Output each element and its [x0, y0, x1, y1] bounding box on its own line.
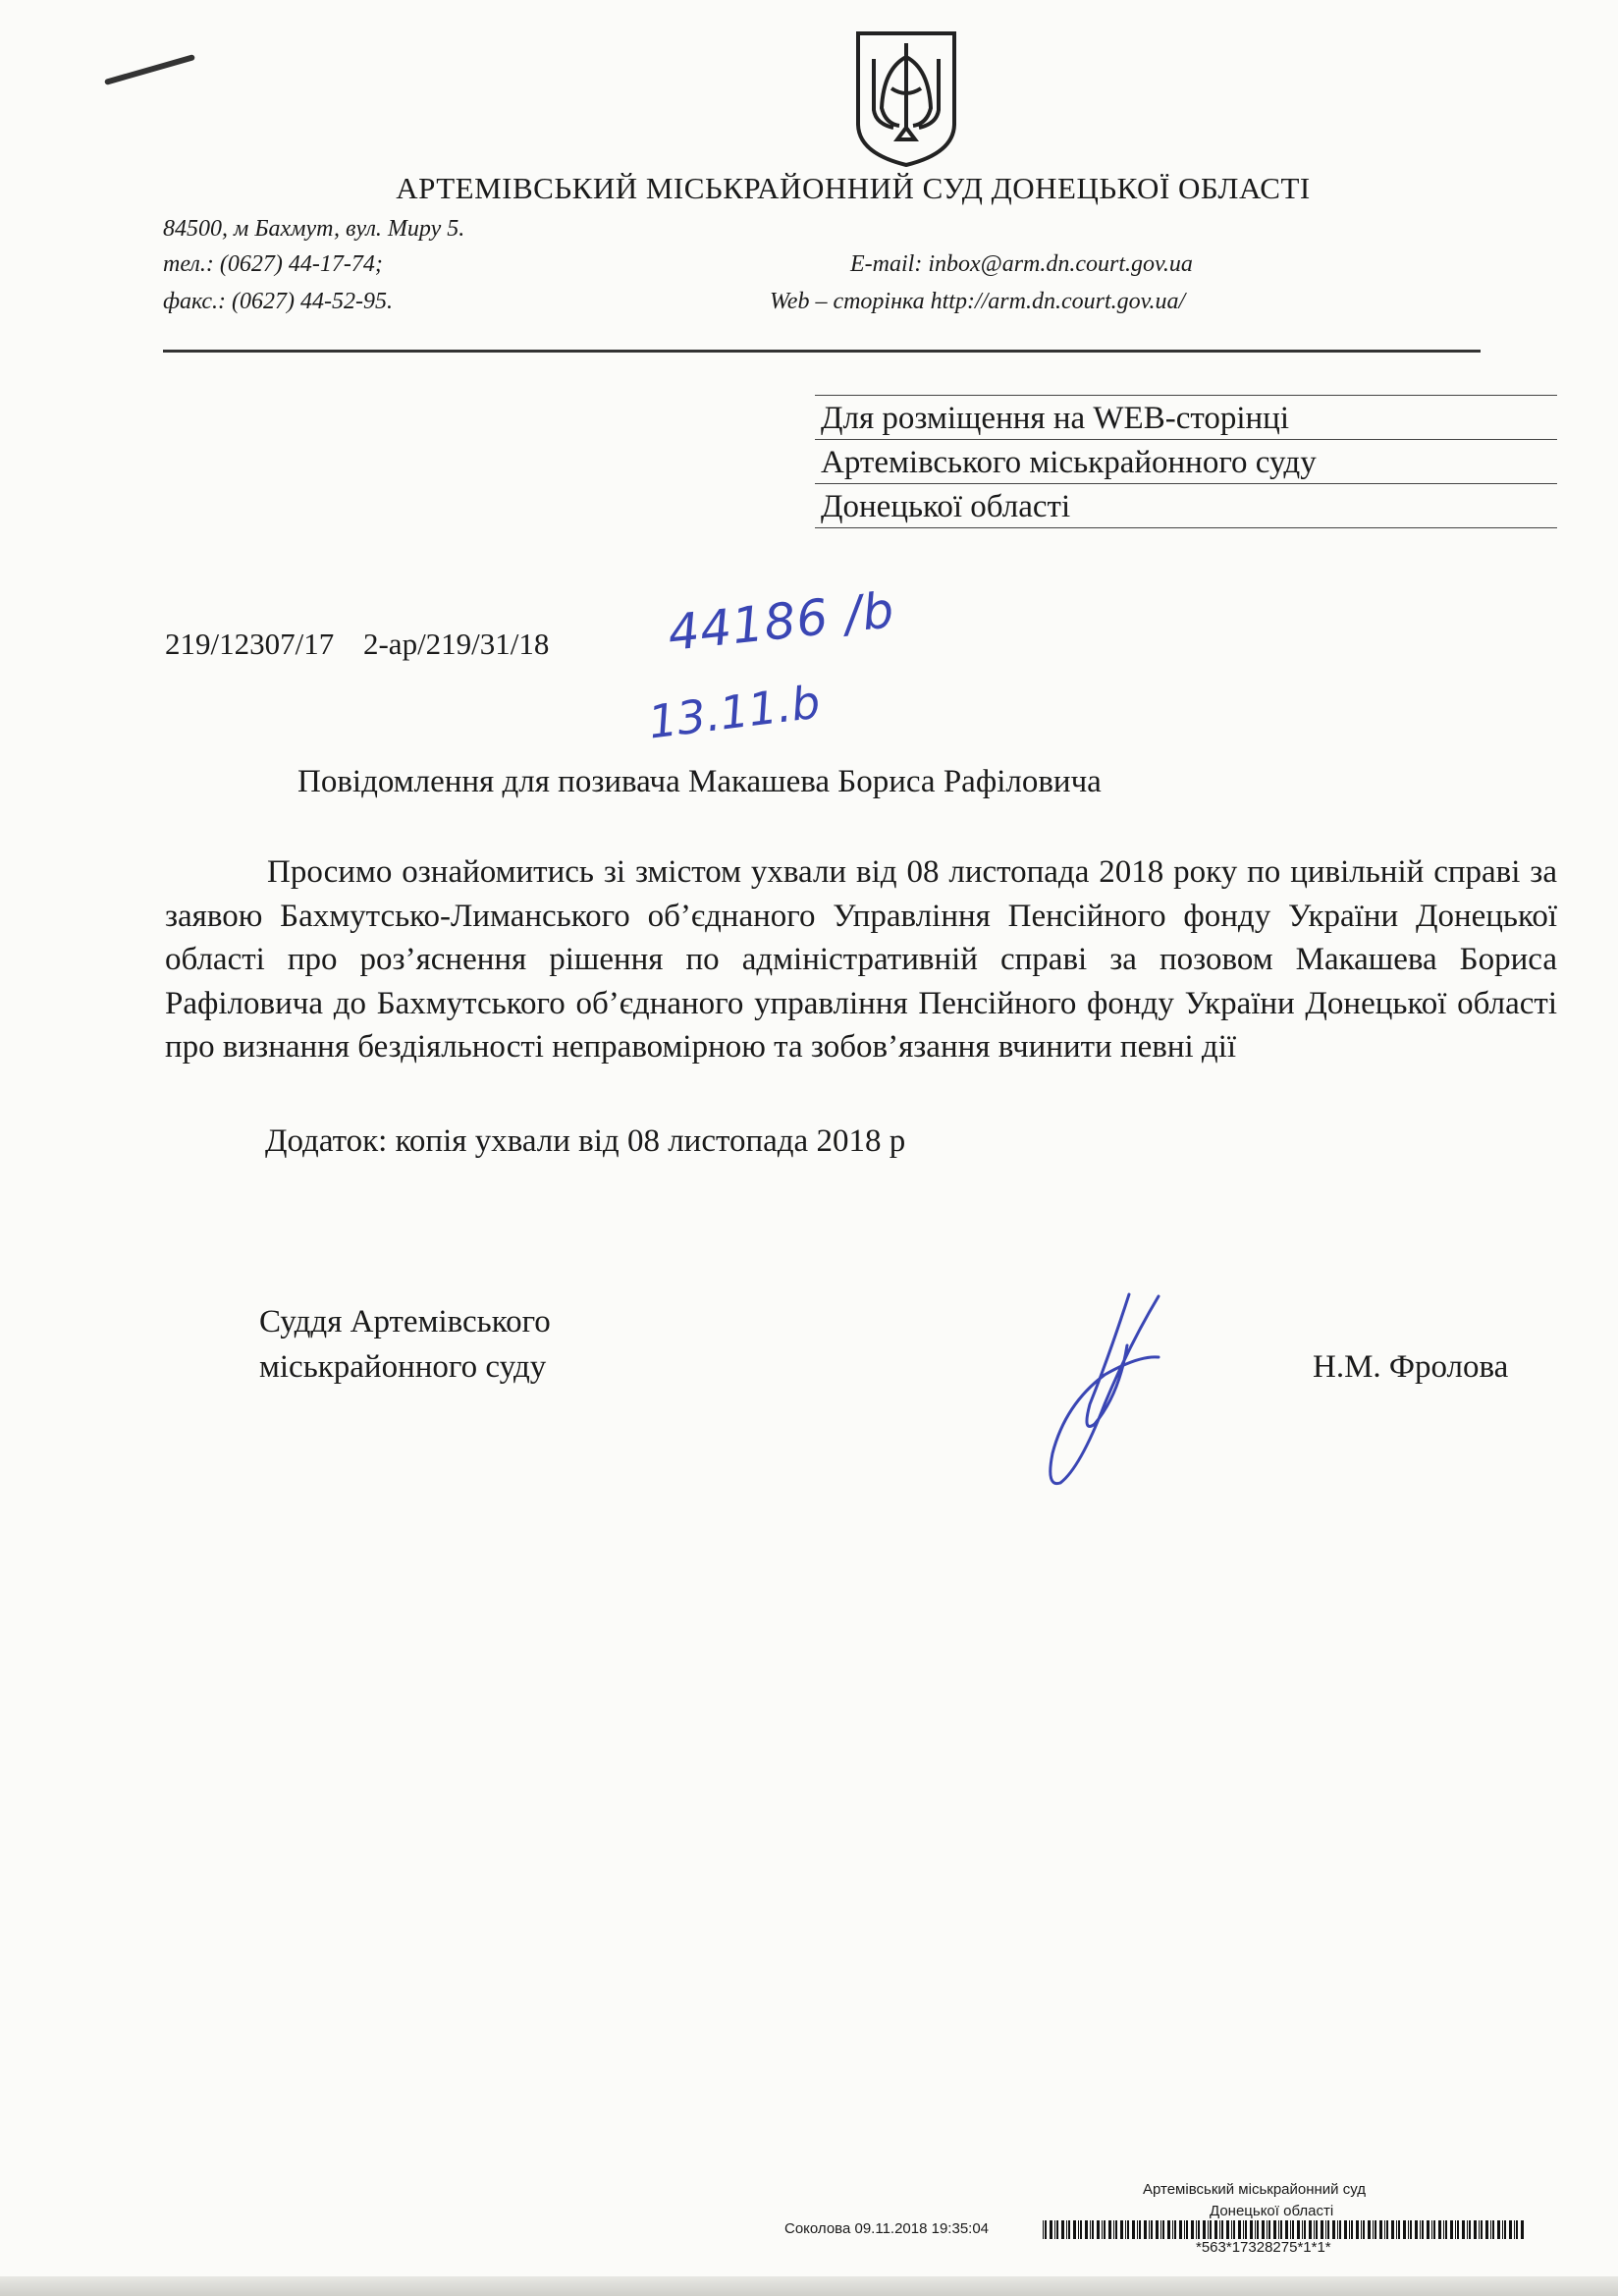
case-numbers [165, 627, 549, 662]
court-email: E-mail: inbox@arm.dn.court.gov.ua [850, 251, 1193, 277]
placement-line: Донецької області [815, 483, 1557, 528]
judge-title-line2: міськрайонного суду [259, 1349, 547, 1385]
handwritten-signature [1011, 1286, 1208, 1493]
pen-mark [104, 54, 195, 85]
placement-line: Артемівського міськрайонного суду [815, 439, 1557, 483]
barcode [1043, 2220, 1528, 2239]
registry-court-line2: Донецької області [1210, 2203, 1334, 2219]
judge-title-line1: Суддя Артемівського [259, 1304, 551, 1339]
registry-clerk-timestamp: Соколова 09.11.2018 19:35:04 [784, 2220, 990, 2237]
handwritten-registration-date: 13.11.b [645, 675, 824, 749]
placement-note [815, 395, 1557, 528]
header-divider [163, 350, 1481, 353]
proceeding-number: 2-ар/219/31/18 [362, 627, 550, 661]
notice-body: Просимо ознайомитись зі змістом ухвали від 08 листопада 2018 року по цивільній справі за заявою Бахмутсько-Лиманського об’єднаного Управління Пенсійного фонду України Донецької області про роз’яснення рішення по адміністративній справі за позовом Макашева Бориса Рафіловича до Бахмутського об’єднаного управління Пенсійного фонду України Донецької області про визнання бездіяльності неправомірною та зобов’язання вчинити певні дії [165, 854, 1557, 1065]
barcode-code: *563*17328275*1*1* [1196, 2239, 1331, 2256]
court-phone: тел.: (0627) 44-17-74; [163, 251, 383, 277]
court-name: АРТЕМІВСЬКИЙ МІСЬКРАЙОННИЙ СУД ДОНЕЦЬКОЇ ОБЛАСТІ [396, 171, 1311, 205]
notice-title: Повідомлення для позивача Макашева Бориса Рафіловича [297, 764, 1102, 799]
court-fax: факс.: (0627) 44-52-95. [163, 289, 393, 314]
attachment-note: Додаток: копія ухвали від 08 листопада 2018 р [265, 1123, 906, 1159]
placement-line: Для розміщення на WEB-сторінці [815, 395, 1557, 439]
handwritten-registration-number: 44186 /b [665, 581, 897, 662]
court-website: Web – сторінка http://arm.dn.court.gov.ua/ [770, 289, 1186, 314]
court-address: 84500, м Бахмут, вул. Миру 5. [163, 216, 465, 242]
coat-of-arms-icon [854, 29, 958, 167]
case-number: 219/12307/17 [165, 627, 335, 661]
judge-name: Н.М. Фролова [1313, 1349, 1509, 1385]
registry-court-line1: Артемівський міськрайонний суд [1143, 2181, 1366, 2198]
page-bottom-edge [0, 2276, 1618, 2296]
